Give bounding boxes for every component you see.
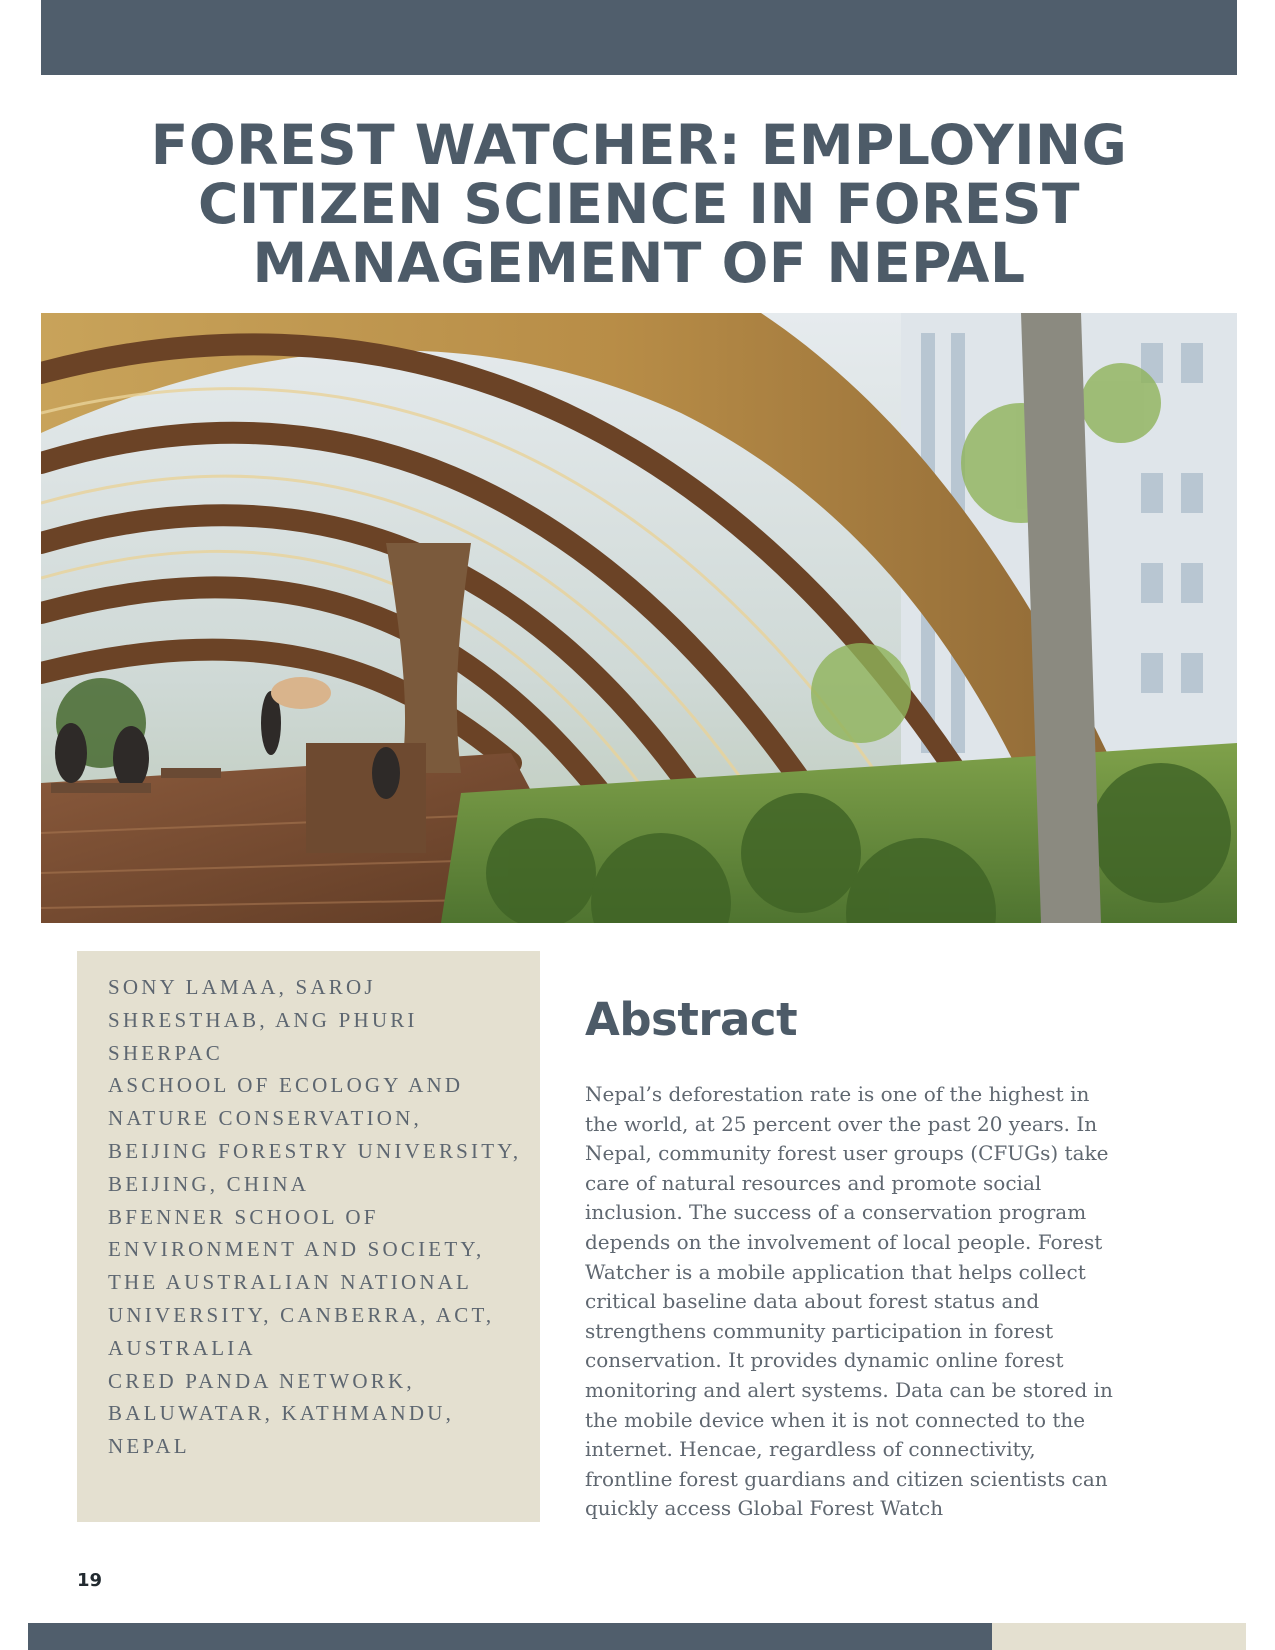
timber-arch-pavilion-photo (41, 313, 1237, 923)
abstract-line: inclusion. The success of a conservation program (585, 1200, 1087, 1225)
author-line: SONY LAMAA, SAROJ (108, 975, 376, 999)
author-line: SHRESTHAB, ANG PHURI (108, 1007, 418, 1032)
abstract-line: the world, at 25 percent over the past 20 years. In (585, 1111, 1098, 1136)
title-line: FOREST WATCHER: EMPLOYING (150, 113, 1128, 177)
abstract-line: Nepal’s deforestation rate is one of the highest in (585, 1082, 1090, 1106)
hero-photo (41, 313, 1237, 923)
abstract-line: critical baseline data about forest status and (585, 1289, 1040, 1314)
affiliation-line: CRED PANDA NETWORK, (108, 1368, 415, 1393)
affiliation-line: THE AUSTRALIAN NATIONAL (108, 1270, 473, 1295)
affiliation-line: NATURE CONSERVATION, (108, 1106, 422, 1131)
abstract-line: conservation. It provides dynamic online forest (585, 1348, 1064, 1373)
abstract-line: care of natural resources and promote social (585, 1170, 1042, 1195)
affiliation-line: BFENNER SCHOOL OF (108, 1204, 379, 1229)
affiliation-line: BEIJING, CHINA (108, 1171, 310, 1196)
authors-affiliations-box (77, 951, 540, 1522)
abstract-line: strengthens community participation in forest (585, 1318, 1054, 1343)
title-line: CITIZEN SCIENCE IN FOREST (197, 172, 1081, 236)
abstract-line: the mobile device when it is not connected to the (585, 1407, 1086, 1432)
affiliation-line: ENVIRONMENT AND SOCIETY, (108, 1237, 485, 1262)
abstract-line: quickly access Global Forest Watch (585, 1496, 944, 1521)
abstract-line: frontline forest guardians and citizen scientists can (585, 1466, 1108, 1491)
header-band (41, 0, 1237, 75)
abstract-line: Watcher is a mobile application that helps collect (585, 1259, 1086, 1284)
abstract-line: depends on the involvement of local people. Forest (585, 1229, 1103, 1254)
abstract-line: Nepal, community forest user groups (CFUGs) take (585, 1141, 1109, 1166)
abstract-body (585, 1080, 1185, 1524)
affiliation-line: ASCHOOL OF ECOLOGY AND (108, 1073, 464, 1098)
affiliation-line: BALUWATAR, KATHMANDU, (108, 1401, 455, 1426)
affiliation-line: NEPAL (108, 1434, 190, 1459)
page-number: 19 (77, 1570, 103, 1591)
abstract-line: monitoring and alert systems. Data can be stored in (585, 1377, 1113, 1402)
author-line: SHERPAC (108, 1040, 224, 1065)
affiliation-line: UNIVERSITY, CANBERRA, ACT, (108, 1302, 495, 1327)
footer-band (28, 1623, 992, 1650)
abstract-heading: Abstract (585, 993, 798, 1046)
footer-band-accent (992, 1623, 1246, 1650)
affiliation-line: AUSTRALIA (108, 1335, 256, 1360)
title-line: MANAGEMENT OF NEPAL (252, 231, 1026, 295)
abstract-line: internet. Hencae, regardless of connectivity, (585, 1437, 1036, 1462)
article-title (41, 113, 1237, 295)
authors-affiliations (108, 971, 528, 1463)
affiliation-line: BEIJING FORESTRY UNIVERSITY, (108, 1138, 522, 1163)
